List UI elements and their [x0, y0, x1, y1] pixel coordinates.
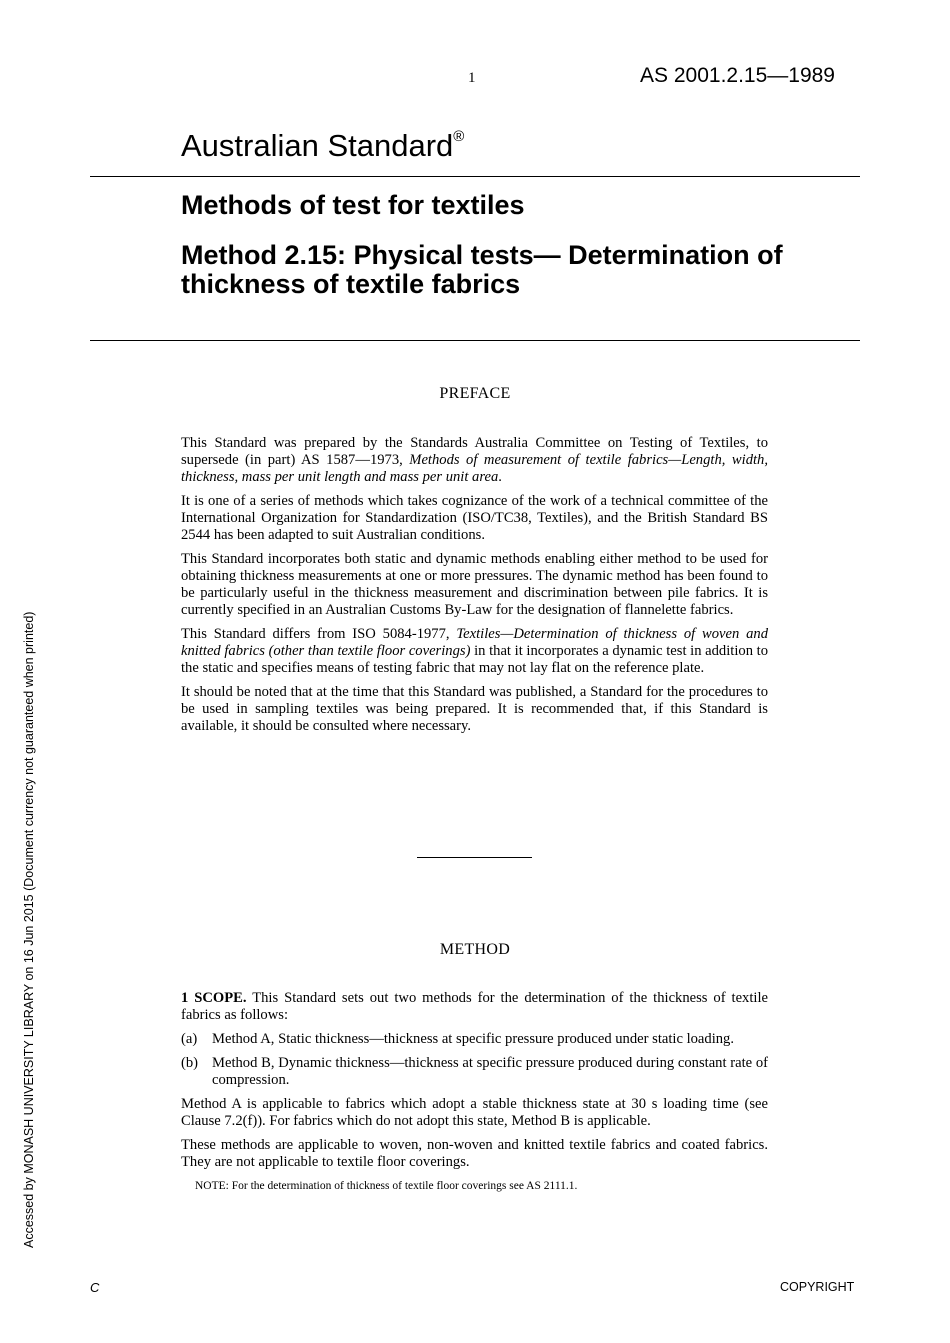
- list-item-label: (a): [181, 1031, 198, 1047]
- list-item-text: Method B, Dynamic thickness—thickness at specific pressure produced during constant rate of compression.: [212, 1055, 768, 1088]
- registered-mark: ®: [453, 127, 465, 145]
- list-item: [181, 1055, 768, 1089]
- page-number: 1: [468, 70, 476, 86]
- preface-p1-end: .: [498, 469, 502, 485]
- list-item-text: Method A, Static thickness—thickness at specific pressure produced under static loading.: [212, 1031, 735, 1047]
- preface-paragraph-1: [181, 435, 768, 486]
- preface-paragraph-2: It is one of a series of methods which takes cognizance of the work of a technical committee of the International Organization for Standardization (ISO/TC38, Textiles), and the British Standard BS 2544 has been adapted to suit Australian conditions.: [181, 493, 768, 543]
- note: NOTE: For the determination of thickness of textile floor coverings see AS 2111.1.: [195, 1180, 578, 1192]
- preface-p1-italic-title: Methods of measurement of textile fabrics—Length, width, thickness, mass per unit length and mass per unit area: [181, 452, 768, 485]
- series-title: Methods of test for textiles: [181, 190, 525, 220]
- preface-paragraph-5: It should be noted that at the time that this Standard was published, a Standard for the procedures to be used in sampling textiles was being prepared. It is recommended that, if this Standard is available, it should be consulted where necessary.: [181, 684, 768, 734]
- preface-p4-italic-title: Textiles—Determination of thickness of woven and knitted fabrics (other than textile floor coverings): [181, 626, 768, 659]
- standard-number: AS 2001.2.15—1989: [640, 64, 835, 87]
- title-rule: [90, 340, 860, 341]
- preface-p1-text: This Standard was prepared by the Standards Australia Committee on Testing of Textiles, to supersede (in part) AS 1587—1973,: [181, 435, 768, 468]
- preface-body: [181, 435, 768, 742]
- scope-label: 1 SCOPE.: [181, 990, 247, 1006]
- applicability-paragraph: Method A is applicable to fabrics which adopt a stable thickness state at 30 s loading time (see Clause 7.2(f)). For fabrics which do not adopt this state, Method B is applicable.: [181, 1096, 768, 1129]
- access-watermark: Accessed by MONASH UNIVERSITY LIBRARY on 16 Jun 2015 (Document currency not guaranteed when printed): [22, 611, 36, 1248]
- copyright-label: COPYRIGHT: [780, 1280, 855, 1294]
- preface-paragraph-3: This Standard incorporates both static and dynamic methods enabling either method to be used for obtaining thickness measurements at one or more pressures. The dynamic method has been found to be particularly useful in the thickness measurement and discrimination between pile fabrics. It is currently specified in an Australian Customs By-Law for the designation of flannelette fabrics.: [181, 551, 768, 618]
- preface-p4-text: This Standard differs from ISO 5084-1977,: [181, 626, 457, 642]
- method-heading: METHOD: [439, 941, 511, 958]
- preface-heading: PREFACE: [439, 385, 511, 402]
- method-body: [181, 990, 768, 1195]
- top-rule: [90, 176, 860, 177]
- brand-title: [181, 128, 464, 164]
- list-item: [181, 1031, 768, 1048]
- method-title: Method 2.15: Physical tests— Determination of thickness of textile fabrics: [181, 240, 783, 299]
- section-divider: [417, 857, 532, 858]
- preface-paragraph-4: [181, 626, 768, 677]
- brand-name: Australian Standard: [181, 128, 454, 163]
- scope-text: This Standard sets out two methods for the determination of the thickness of textile fabrics as follows:: [181, 990, 768, 1023]
- fabrics-paragraph: These methods are applicable to woven, non-woven and knitted textile fabrics and coated fabrics. They are not applicable to textile floor coverings.: [181, 1137, 768, 1170]
- preface-p4-end: in that it incorporates a dynamic test in addition to the static and specifies means of testing fabric that may not lay flat on the reference plate.: [181, 643, 768, 676]
- scope-paragraph: [181, 990, 768, 1024]
- list-item-label: (b): [181, 1055, 199, 1071]
- footer-left: C: [90, 1280, 100, 1295]
